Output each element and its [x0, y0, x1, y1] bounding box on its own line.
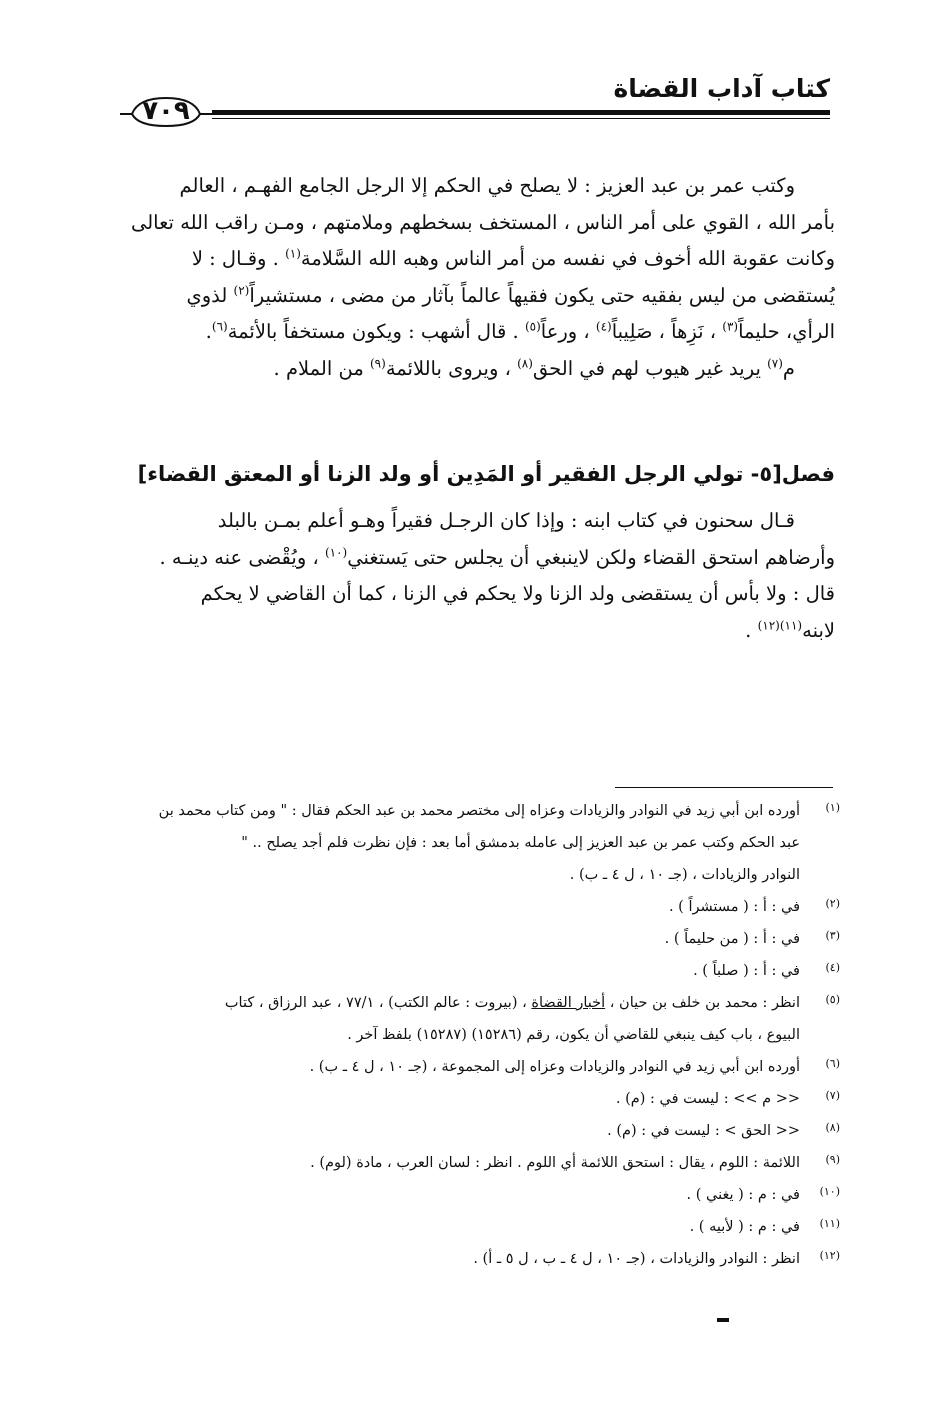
footnote	[105, 987, 840, 1051]
book-title-ref: أخبار القضاة	[531, 995, 606, 1011]
footnote-number: (٢)	[825, 897, 840, 910]
text-line: وأرضاهم استحق القضاء ولكن لاينبغي أن يجلس حتى يَستغني$^{(١٠)}$ ، ويُقْضى عنه دينـه .	[159, 545, 835, 569]
footnote-ref[interactable]: (٩)	[369, 356, 386, 370]
running-title: كتاب آداب القضاة	[613, 74, 830, 103]
footnote	[105, 1147, 840, 1179]
footnote-ref[interactable]: (١٠)	[324, 545, 348, 559]
footnote	[105, 1243, 840, 1275]
footnote-ref[interactable]: (٧)	[767, 356, 783, 370]
footnote-ref[interactable]: (٣)	[722, 319, 739, 334]
footnote	[105, 795, 840, 891]
footnote-number: (٣)	[825, 929, 840, 942]
footnote	[105, 1115, 840, 1147]
footnote-ref[interactable]: (٨)	[517, 356, 533, 370]
footnote-number: (٤)	[825, 961, 840, 974]
section-heading: فصل[٥- تولي الرجل الفقير أو المَدِين أو ولد الزنا أو المعتق القضاء]	[137, 462, 835, 486]
text-line: بأمر الله ، القوي على أمر الناس ، المستخف بسخطهم وملامتهم ، ومـن راقب الله تعالى	[130, 210, 835, 234]
header-rule-thick	[212, 110, 830, 115]
header-rule-thin	[212, 118, 830, 119]
footnote-text: أورده ابن أبي زيد في النوادر والزيادات وعزاه إلى المجموعة ، (جـ ١٠ ، ل ٤ ـ ب) .	[309, 1059, 800, 1075]
footnote-text: في : أ : ( مستشراً ) .	[668, 899, 800, 915]
footnote-separator	[615, 787, 833, 788]
page-number: ٧٠٩	[142, 96, 190, 126]
footnote	[105, 1083, 840, 1115]
footnote-text: انظر : محمد بن خلف بن حيان ، أخبار القضاة ، (بيروت : عالم الكتب) ، ٧٧/١ ، عبد الرزاق ، كتاب البيوع ، باب كيف ينبغي للقاضي أن يكون، رقم (١٥٢٨٦) (١٥٢٨٧) بلفظ آخر .	[224, 995, 800, 1043]
footnote-ref[interactable]: (١١)	[779, 618, 803, 632]
main-paragraph	[105, 168, 835, 387]
footnote-number: (٦)	[825, 1057, 840, 1070]
text-line: لابنه$^{(١١)(١٢)}$ .	[745, 618, 835, 642]
footnote-number: (٩)	[825, 1153, 840, 1166]
footnote-text: في : م : ( يغني ) .	[686, 1187, 800, 1203]
text-line: م$^{(٧)}$ يريد غير هيوب لهم في الحق$^{(٨)}$ ، ويروى باللائمة$^{(٩)}$ من الملام .	[273, 356, 795, 380]
footnote	[105, 923, 840, 955]
footnote-ref[interactable]: (١٢)	[757, 618, 780, 632]
footnote	[105, 955, 840, 987]
footnote	[105, 1051, 840, 1083]
footnote-text: << م >> : ليست في : (م) .	[615, 1091, 800, 1107]
footnote-number: (١٢)	[819, 1249, 840, 1262]
footnotes	[105, 795, 840, 1275]
footnote-number: (١)	[825, 801, 840, 814]
footnote-number: (٥)	[825, 993, 840, 1006]
text-line: وكتب عمر بن عبد العزيز : لا يصلح في الحكم إلا الرجل الجامع الفهـم ، العالم	[179, 174, 795, 197]
footnote-text: في : أ : ( من حليماً ) .	[664, 931, 800, 947]
footnote-text: في : أ : ( صلباً ) .	[693, 963, 800, 979]
page-header	[100, 70, 830, 130]
text-line: وكانت عقوبة الله أخوف في نفسه من أمر الناس وهبه الله السَّلامة$^{(١)}$ . وقـال : لا	[191, 246, 835, 270]
scan-mark	[717, 1318, 729, 1322]
footnote-text: أورده ابن أبي زيد في النوادر والزيادات وعزاه إلى مختصر محمد بن عبد الحكم فقال : " ومن كتاب محمد بن عبد الحكم وكتب عمر بن عبد العزيز إلى عامله بدمشق أما بعد : فإن نظرت فلم أجد يصلح .. " النوادر والزيادات ، (جـ ١٠ ، ل ٤ ـ ب) .	[158, 803, 800, 883]
page-number-frame	[118, 92, 214, 128]
section-paragraph	[105, 503, 835, 649]
footnote-ref[interactable]: (٢)	[233, 283, 250, 297]
footnote-number: (١١)	[819, 1217, 840, 1230]
footnote-text: اللائمة : اللوم ، يقال : استحق اللائمة أي اللوم . انظر : لسان العرب ، مادة (لوم) .	[310, 1155, 800, 1171]
footnote-ref[interactable]: (٥)	[524, 319, 541, 334]
text-line: قـال سحنون في كتاب ابنه : وإذا كان الرجـل فقيراً وهـو أعلم بمـن بالبلد	[217, 509, 795, 532]
footnote-ref[interactable]: (٤)	[595, 319, 612, 334]
footnote-text: انظر : النوادر والزيادات ، (جـ ١٠ ، ل ٤ ـ ب ، ل ٥ ـ أ) .	[473, 1251, 800, 1267]
footnote-ref[interactable]: (١)	[285, 246, 301, 261]
text-line: قال : ولا بأس أن يستقضى ولد الزنا ولا يحكم في الزنا ، كما أن القاضي لا يحكم	[200, 582, 835, 605]
footnote-ref[interactable]: (٦)	[211, 319, 228, 334]
text-line: الرأي، حليماً$^{(٣)}$ ، نَزِهاً ، صَلِيباً$^{(٤)}$ ، ورعاً$^{(٥)}$ . قال أشهب : ويكون مستخفاً بالأئمة$^{(٦)}$.	[205, 319, 835, 343]
footnote	[105, 1211, 840, 1243]
footnote-number: (١٠)	[819, 1185, 840, 1198]
footnote	[105, 891, 840, 923]
footnote-text: << الحق > : ليست في : (م) .	[607, 1123, 800, 1139]
footnote-number: (٧)	[825, 1089, 840, 1102]
footnote-text: في : م : ( لأبيه ) .	[689, 1219, 800, 1235]
footnote	[105, 1179, 840, 1211]
text-line: يُستقضى من ليس بفقيه حتى يكون فقيهاً عالماً بآثار من مضى ، مستشيراً$^{(٢)}$ لذوي	[186, 283, 835, 307]
footnote-number: (٨)	[825, 1121, 840, 1134]
